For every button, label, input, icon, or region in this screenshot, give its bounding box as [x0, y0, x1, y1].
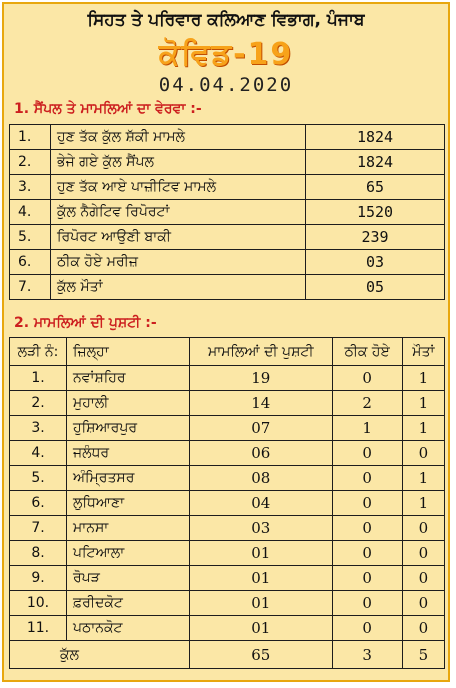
death-count: 1: [402, 391, 444, 416]
death-count: 0: [402, 591, 444, 616]
row-value: 03: [306, 250, 445, 275]
cured-count: 0: [332, 566, 402, 591]
death-count: 0: [402, 441, 444, 466]
confirmed-count: 08: [190, 466, 333, 491]
confirmed-count: 03: [190, 516, 333, 541]
confirmed-count: 01: [190, 591, 333, 616]
row-number: 5.: [10, 225, 51, 250]
department-title: ਸਿਹਤ ਤੇ ਪਰਿਵਾਰ ਕਲਿਆਣ ਵਿਭਾਗ, ਪੰਜਾਬ: [87, 10, 365, 30]
confirmed-count: 01: [190, 616, 333, 641]
confirmed-count: 14: [190, 391, 333, 416]
serial: 10.: [10, 591, 67, 616]
row-number: 4.: [10, 200, 51, 225]
confirmed-count: 01: [190, 541, 333, 566]
serial: 11.: [10, 616, 67, 641]
summary-row: [10, 150, 445, 175]
bulletin-card: [2, 2, 450, 682]
death-count: 0: [402, 516, 444, 541]
summary-table: [9, 124, 445, 300]
row-label: ਠੀਕ ਹੋਏ ਮਰੀਜ਼: [51, 250, 306, 275]
serial: 7.: [10, 516, 67, 541]
row-value: 1824: [306, 125, 445, 150]
total-confirmed: 65: [190, 641, 333, 669]
district-name: ਰੋਪੜ: [67, 566, 190, 591]
row-number: 6.: [10, 250, 51, 275]
district-name: ਹੁਸ਼ਿਆਰਪੁਰ: [67, 416, 190, 441]
row-value: 1824: [306, 150, 445, 175]
total-label: ਕੁੱਲ: [10, 641, 190, 669]
row-label: ਰਿਪੋਰਟ ਆਉਣੀ ਬਾਕੀ: [51, 225, 306, 250]
cured-count: 0: [332, 466, 402, 491]
serial: 2.: [10, 391, 67, 416]
district-row: [10, 566, 445, 591]
summary-row: [10, 175, 445, 200]
district-name: ਅੰਮ੍ਰਿਤਸਰ: [67, 466, 190, 491]
district-row: [10, 466, 445, 491]
death-count: 0: [402, 541, 444, 566]
district-name: ਫ਼ਰੀਦਕੋਟ: [67, 591, 190, 616]
confirmed-count: 04: [190, 491, 333, 516]
district-table: [9, 337, 445, 669]
cured-count: 0: [332, 516, 402, 541]
total-cured: 3: [332, 641, 402, 669]
confirmed-count: 07: [190, 416, 333, 441]
district-row: [10, 441, 445, 466]
serial: 6.: [10, 491, 67, 516]
death-count: 0: [402, 566, 444, 591]
summary-row: [10, 250, 445, 275]
section-1-title: 1. ਸੈਂਪਲ ਤੇ ਮਾਮਲਿਆਂ ਦਾ ਵੇਰਵਾ :-: [14, 101, 202, 117]
serial: 3.: [10, 416, 67, 441]
district-name: ਜਲੰਧਰ: [67, 441, 190, 466]
row-value: 239: [306, 225, 445, 250]
covid-banner: ਕੋਵਿਡ-19: [158, 37, 294, 72]
row-label: ਹੁਣ ਤੱਕ ਕੁੱਲ ਸ਼ੱਕੀ ਮਾਮਲੇ: [51, 125, 306, 150]
district-row: [10, 591, 445, 616]
district-row: [10, 491, 445, 516]
row-number: 3.: [10, 175, 51, 200]
header-cured: ਠੀਕ ਹੋਏ: [332, 338, 402, 366]
row-number: 1.: [10, 125, 51, 150]
death-count: 1: [402, 366, 444, 391]
row-number: 2.: [10, 150, 51, 175]
bulletin-date: 04.04.2020: [158, 74, 294, 96]
district-name: ਲੁਧਿਆਣਾ: [67, 491, 190, 516]
serial: 9.: [10, 566, 67, 591]
header-confirmed: ਮਾਮਲਿਆਂ ਦੀ ਪੁਸ਼ਟੀ: [190, 338, 333, 366]
serial: 1.: [10, 366, 67, 391]
summary-row: [10, 125, 445, 150]
cured-count: 0: [332, 591, 402, 616]
cured-count: 2: [332, 391, 402, 416]
district-row: [10, 416, 445, 441]
confirmed-count: 19: [190, 366, 333, 391]
cured-count: 0: [332, 616, 402, 641]
death-count: 1: [402, 466, 444, 491]
district-row: [10, 516, 445, 541]
cured-count: 0: [332, 366, 402, 391]
cured-count: 0: [332, 541, 402, 566]
row-label: ਕੁੱਲ ਮੌਤਾਂ: [51, 275, 306, 300]
header-deaths: ਮੌਤਾਂ: [402, 338, 444, 366]
serial: 5.: [10, 466, 67, 491]
district-name: ਪਠਾਨਕੋਟ: [67, 616, 190, 641]
summary-row: [10, 225, 445, 250]
row-label: ਕੁੱਲ ਨੈਗੇਟਿਵ ਰਿਪੋਰਟਾਂ: [51, 200, 306, 225]
district-name: ਮੁਹਾਲੀ: [67, 391, 190, 416]
row-value: 65: [306, 175, 445, 200]
section-2-title: 2. ਮਾਮਲਿਆਂ ਦੀ ਪੁਸ਼ਟੀ :-: [14, 315, 157, 331]
death-count: 0: [402, 616, 444, 641]
serial: 4.: [10, 441, 67, 466]
district-row: [10, 616, 445, 641]
row-label: ਹੁਣ ਤੱਕ ਆਏ ਪਾਜ਼ੀਟਿਵ ਮਾਮਲੇ: [51, 175, 306, 200]
row-value: 1520: [306, 200, 445, 225]
cured-count: 0: [332, 441, 402, 466]
cured-count: 0: [332, 491, 402, 516]
district-name: ਮਾਨਸਾ: [67, 516, 190, 541]
district-name: ਪਟਿਆਲਾ: [67, 541, 190, 566]
header-serial: ਲੜੀ ਨੰ:: [10, 338, 67, 366]
confirmed-count: 06: [190, 441, 333, 466]
district-header-row: [10, 338, 445, 366]
summary-row: [10, 275, 445, 300]
row-number: 7.: [10, 275, 51, 300]
cured-count: 1: [332, 416, 402, 441]
district-row: [10, 366, 445, 391]
district-row: [10, 541, 445, 566]
row-value: 05: [306, 275, 445, 300]
header-district: ਜ਼ਿਲ੍ਹਾ: [67, 338, 190, 366]
district-row: [10, 391, 445, 416]
total-deaths: 5: [402, 641, 444, 669]
death-count: 1: [402, 416, 444, 441]
summary-row: [10, 200, 445, 225]
death-count: 1: [402, 491, 444, 516]
row-label: ਭੇਜੇ ਗਏ ਕੁੱਲ ਸੈਂਪਲ: [51, 150, 306, 175]
district-name: ਨਵਾਂਸ਼ਹਿਰ: [67, 366, 190, 391]
total-row: [10, 641, 445, 669]
confirmed-count: 01: [190, 566, 333, 591]
serial: 8.: [10, 541, 67, 566]
